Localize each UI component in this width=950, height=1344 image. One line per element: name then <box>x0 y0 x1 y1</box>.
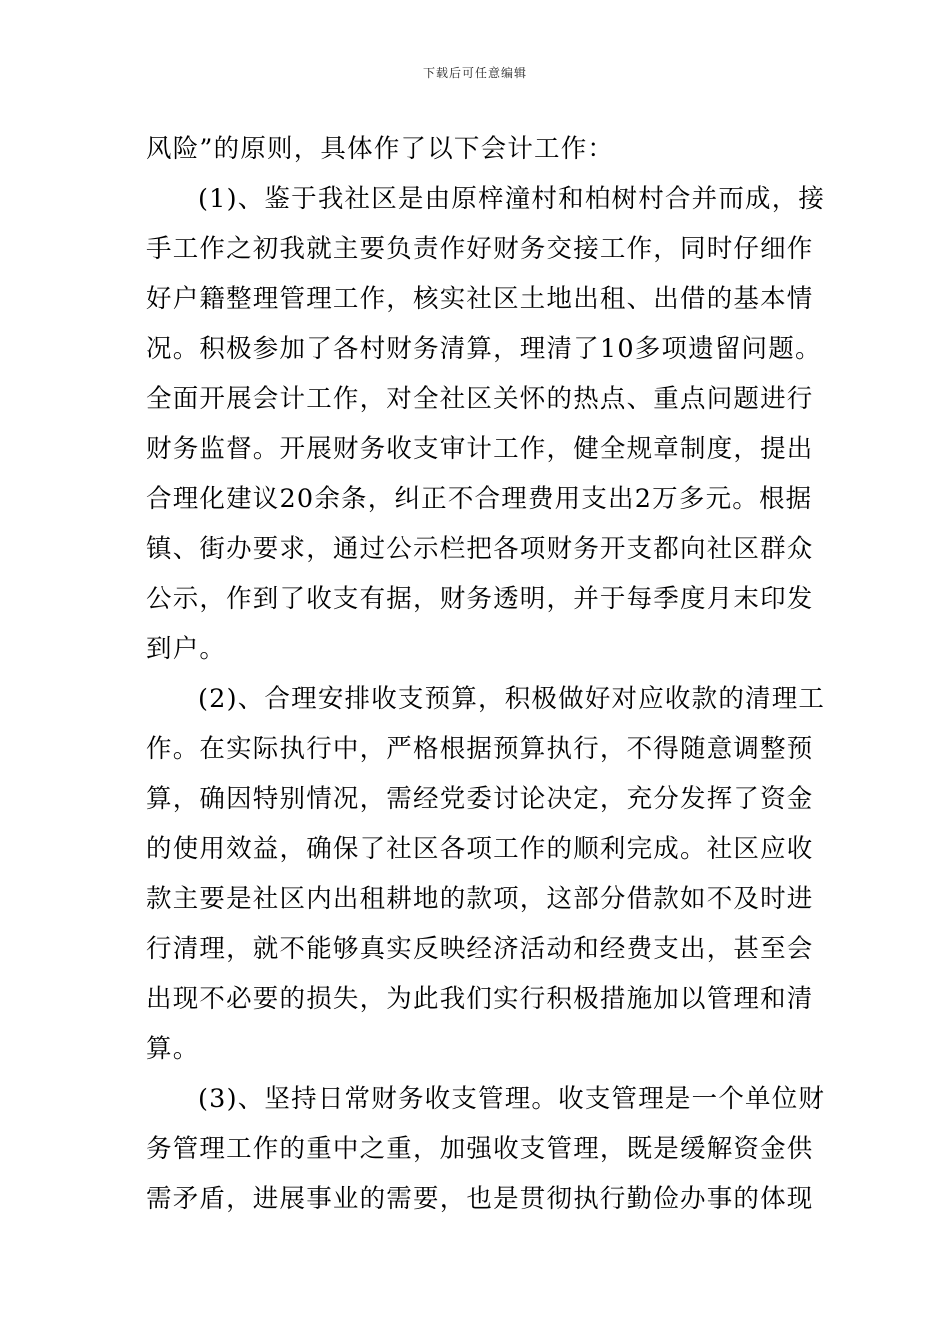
text-line: 务管理工作的重中之重，加强收支管理，既是缓解资金供 <box>146 1134 814 1164</box>
page-header: 下载后可任意编辑 <box>422 66 527 80</box>
paragraph-2-start: (2)、合理安排收支预算，积极做好对应收款的清理工 <box>198 684 826 714</box>
text-line: 的使用效益，确保了社区各项工作的顺利完成。社区应收 <box>146 834 814 864</box>
text-line: 手工作之初我就主要负责作好财务交接工作，同时仔细作 <box>146 234 814 264</box>
text-line: 算，确因特别情况，需经党委讨论决定，充分发挥了资金 <box>146 784 814 814</box>
text-line: 全面开展会计工作，对全社区关怀的热点、重点问题进行 <box>146 384 814 414</box>
text-line: 到户。 <box>146 634 227 664</box>
text-line: 行清理，就不能够真实反映经济活动和经费支出，甚至会 <box>146 934 814 964</box>
document-body <box>146 124 826 1224</box>
text-line: 风险”的原则，具体作了以下会计工作： <box>146 134 615 164</box>
text-line: 况。积极参加了各村财务清算，理清了10多项遗留问题。 <box>146 334 822 364</box>
text-line: 公示，作到了收支有据，财务透明，并于每季度月末印发 <box>146 584 814 614</box>
text-line: 需矛盾，进展事业的需要，也是贯彻执行勤俭办事的体现 <box>146 1184 814 1214</box>
paragraph-1-start: (1)、鉴于我社区是由原梓潼村和柏树村合并而成，接 <box>198 184 826 214</box>
text-line: 款主要是社区内出租耕地的款项，这部分借款如不及时进 <box>146 884 814 914</box>
paragraph-3-start: (3)、坚持日常财务收支管理。收支管理是一个单位财 <box>198 1084 826 1114</box>
text-line: 镇、街办要求，通过公示栏把各项财务开支都向社区群众 <box>146 534 814 564</box>
text-line: 财务监督。开展财务收支审计工作，健全规章制度，提出 <box>146 434 814 464</box>
text-line: 算。 <box>146 1034 200 1064</box>
text-line: 作。在实际执行中，严格根据预算执行，不得随意调整预 <box>146 734 814 764</box>
text-line: 合理化建议20余条，纠正不合理费用支出2万多元。根据 <box>146 484 813 514</box>
text-line: 出现不必要的损失，为此我们实行积极措施加以管理和清 <box>146 984 814 1014</box>
text-line: 好户籍整理管理工作，核实社区土地出租、出借的基本情 <box>146 284 814 314</box>
